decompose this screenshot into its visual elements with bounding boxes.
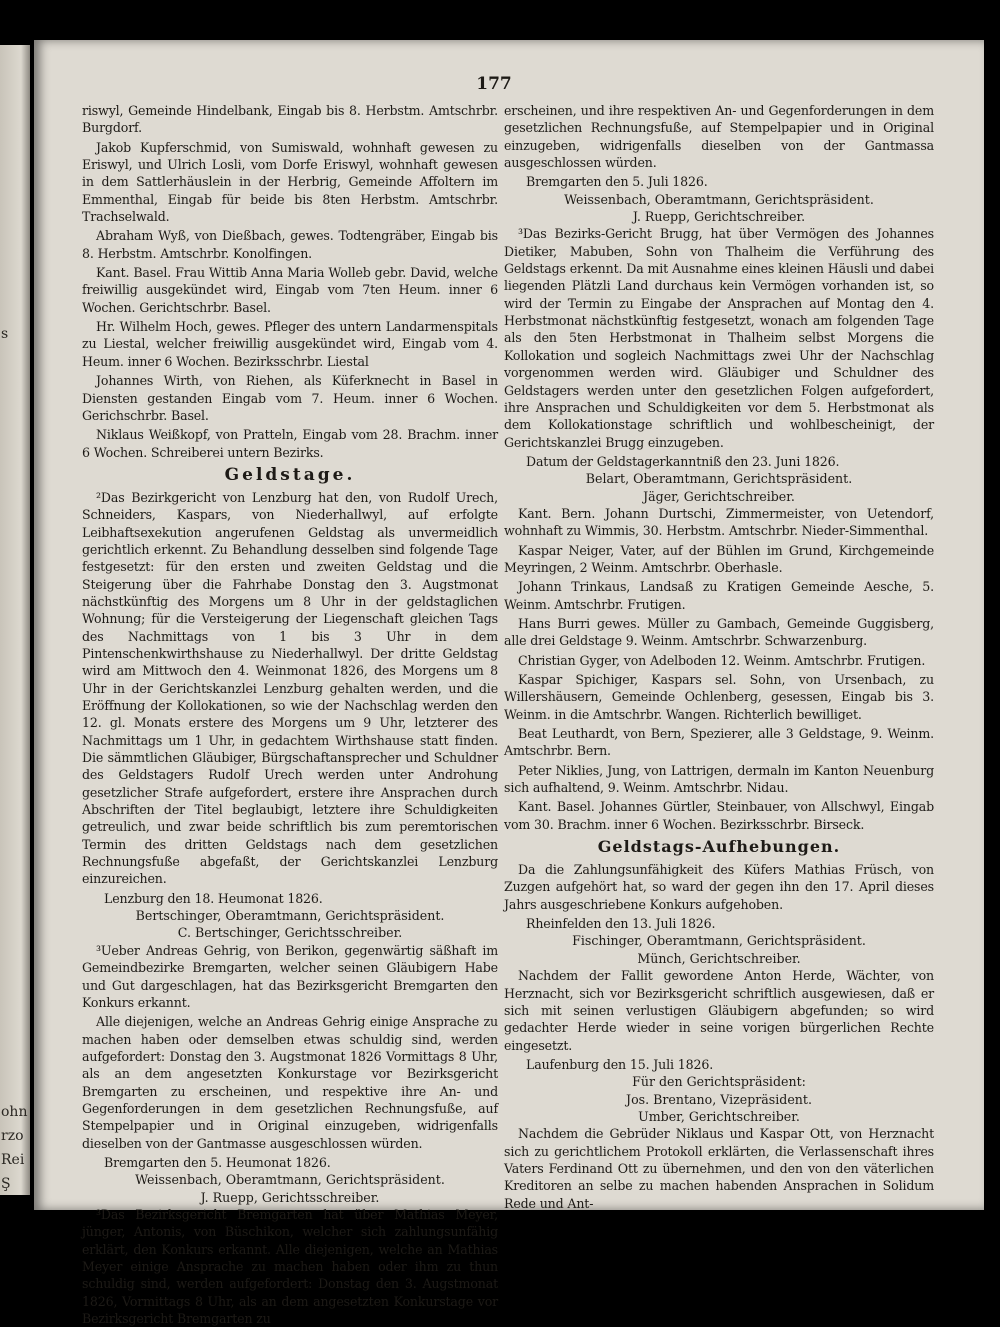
entry-neiger: Kaspar Neiger, Vater, auf der Bühlen im Grund, Kirchgemeinde Meyringen, 2 Weinm. Amtschrbr. Oberhasle. [504, 542, 934, 575]
signature: Münch, Gerichtschreiber. [637, 950, 801, 966]
notice-date: Bremgarten den 5. Heumonat 1826. [104, 1154, 331, 1170]
notice-fruesch: Da die Zahlungsunfähigkeit des Küfers Mathias Früsch, von Zuzgen aufgehört hat, so ward der gegen ihn den 17. April dieses Jahrs ausgeschriebene Konkurs aufgehoben. [504, 862, 934, 912]
entry-durtschi: Kant. Bern. Johann Durtschi, Zimmermeister, von Uetendorf, wohnhaft zu Wimmis, 30. Herbstm. Amtschrbr. Nieder-Simmenthal. [504, 505, 934, 539]
signature: Weissenbach, Oberamtmann, Gerichtspräsident. [135, 1172, 445, 1188]
notice-date: Bremgarten den 5. Juli 1826. [526, 174, 708, 190]
document-page [34, 40, 984, 1327]
signature: Fischinger, Oberamtmann, Gerichtspräsident. [572, 933, 866, 949]
notice-date: Datum der Geldstagerkanntniß den 23. Juni 1826. [526, 453, 840, 469]
left-page-fragment: s [1, 326, 9, 342]
entry-gyger: Christian Gyger, von Adelboden 12. Weinm. Amtschrbr. Frutigen. [518, 652, 926, 668]
entry-hindelbank: riswyl, Gemeinde Hindelbank, Eingab bis 8. Herbstm. Amtschrbr. Burgdorf. [82, 103, 498, 136]
signature: J. Ruepp, Gerichtsschreiber. [200, 1189, 380, 1205]
section-heading-geldstage: Geldstage. [224, 464, 356, 485]
left-column [82, 102, 498, 1327]
notice-dietiker: ³Das Bezirks-Gericht Brugg, hat über Vermögen des Johannes Dietiker, Mabuben, Sohn von Thalheim die Verführung des Geldstags erkennt. Da mit Ausnahme eines kleinen Häusli und dabei liegenden Plätzli Land durchaus kein Vermögen vorhanden ist, so wird der Termin zu Eingabe der Ansprachen auf Montag den 4. Herbstmonat nächstkünftig festgesetzt, wonach am folgenden Tage als den 5ten Herbstmonat in Thalheim selbst Morgens die Kollokation und sogleich Nachmittags zwei Uhr der Nachschlag vorgenommen werden wird. Gläubiger und Schuldner des Geldstagers werden unter den gesetzlichen Folgen aufgefordert, ihre Ansprachen und Schuldigkeiten vor dem 5. Herbstmonat als dem Kollokationstage schriftlich und wohlbescheinigt, der Gerichtskanzlei Brugg einzugeben. [504, 226, 934, 450]
right-column [504, 102, 934, 1211]
notice-herde: Nachdem der Fallit gewordene Anton Herde, Wächter, von Herznacht, sich vor Bezirksgericht schriftlich ausgewiesen, daß er sich mit seinen verlustigen Gläubigern abgefunden; so wird gedachter Herde wieder in seine vorigen bürgerlichen Rechte eingesetzt. [504, 968, 934, 1053]
notice-meyer-continued: erscheinen, und ihre respektiven An- und Gegenforderungen in dem gesetzlichen Rechnungsfuße, auf Stempelpapier und in Original einzugeben, widrigenfalls dieselben von der Gantmassa ausgeschlossen würden. [504, 103, 934, 171]
signature: Für den Gerichtspräsident: [632, 1074, 806, 1090]
entry-spichiger: Kaspar Spichiger, Kaspars sel. Sohn, von Ursenbach, zu Willershäusern, Gemeinde Ochlenberg, gesessen, Eingab bis 3. Weinm. in die Amtschrbr. Wangen. Richterlich bewilliget. [504, 672, 934, 722]
entry-wyss: Abraham Wyß, von Dießbach, gewes. Todtengräber, Eingab bis 8. Herbstm. Amtschrbr. Konolfingen. [82, 228, 498, 261]
signature: J. Ruepp, Gerichtschreiber. [632, 209, 806, 225]
notice-date: Rheinfelden den 13. Juli 1826. [526, 916, 716, 932]
entry-leuthardt: Beat Leuthardt, von Bern, Spezierer, alle 3 Geldstage, 9. Weinm. Amtschrbr. Bern. [504, 726, 934, 759]
entry-wolleb: Kant. Basel. Frau Wittib Anna Maria Wolleb gebr. David, welche freiwillig ausgekündet wird, Eingab vom 7ten Heum. inner 6 Wochen. Gerichtschrbr. Basel. [82, 265, 498, 315]
notice-gehrig-claims: Alle diejenigen, welche an Andreas Gehrig einige Ansprache zu machen haben oder demselben etwas schuldig sind, werden aufgefordert: Donstag den 3. Augstmonat 1826 Vormittags 8 Uhr, als an dem angesetzten Konkurstage vor Bezirksgericht Bremgarten zu erscheinen, und respektive ihre An- und Gegenforderungen in dem gesetzlichen Rechnungsfuße, auf Stempelpapier und in Original einzugeben, widrigenfalls dieselben von der Gantmasse ausgeschlossen würden. [82, 1014, 498, 1151]
left-page-fragment: rzo [1, 1128, 24, 1144]
signature: Jäger, Gerichtschreiber. [643, 488, 795, 504]
signature: Belart, Oberamtmann, Gerichtspräsident. [585, 471, 853, 487]
notice-date: Lenzburg den 18. Heumonat 1826. [104, 890, 323, 906]
entry-trinkaus: Johann Trinkaus, Landsaß zu Kratigen Gemeinde Aesche, 5. Weinm. Amtschrbr. Frutigen. [504, 579, 934, 612]
left-page-fragment: ohn [1, 1104, 28, 1120]
adjacent-left-page-edge [0, 45, 30, 1195]
left-page-fragment: Ş [1, 1176, 11, 1192]
notice-ott: Nachdem die Gebrüder Niklaus und Kaspar Ott, von Herznacht sich zu gerichtlichem Protokoll erklärten, die Verlassenschaft ihres Vaters Ferdinand Ott zu übernehmen, und den von den väterlichen Kreditoren an selbe zu machen habenden Ansprachen in Solidum Rede und Ant- [504, 1126, 934, 1211]
entry-guertler: Kant. Basel. Johannes Gürtler, Steinbauer, von Allschwyl, Eingab vom 30. Brachm. inner 6 Wochen. Bezirksschrbr. Birseck. [504, 799, 934, 832]
entry-niklies: Peter Niklies, Jung, von Lattrigen, dermaln im Kanton Neuenburg sich aufhaltend, 9. Weinm. Amtschrbr. Nidau. [504, 762, 934, 796]
entry-wirth: Johannes Wirth, von Riehen, als Küferknecht in Basel in Diensten gestanden Eingab vom 7. Heum. inner 6 Wochen. Gerichschrbr. Basel. [82, 373, 498, 423]
left-page-fragment: Rei [1, 1152, 25, 1168]
notice-meyer: ³Das Bezirksgericht Bremgarten hat über Mathias Meyer, jünger, Antonis, von Büschikon, welcher sich zahlungsunfähig erklärt, den Konkurs erkannt. Alle diejenigen, welche an Mathias Meyer einige Ansprache zu machen haben oder ihm zu thun schuldig sind, werden aufgefordert: Donstag den 3. Augstmonat 1826, Vormittags 8 Uhr, als an dem angesetzten Konkurstage vor Bezirksgericht Bremgarten zu [82, 1206, 498, 1327]
signature: Weissenbach, Oberamtmann, Gerichtspräsident. [564, 191, 874, 207]
entry-burri: Hans Burri gewes. Müller zu Gambach, Gemeinde Guggisberg, alle drei Geldstage 9. Weinm. Amtschrbr. Schwarzenburg. [504, 615, 934, 649]
signature: C. Bertschinger, Gerichtsschreiber. [177, 925, 403, 941]
entry-hoch: Hr. Wilhelm Hoch, gewes. Pfleger des untern Landarmenspitals zu Liestal, welcher freiwillig ausgekündet wird, Eingab vom 4. Heum. inner 6 Wochen. Bezirksschrbr. Liestal [82, 319, 498, 369]
notice-gehrig: ³Ueber Andreas Gehrig, von Berikon, gegenwärtig säßhaft im Gemeindbezirke Bremgarten, welcher seinen Gläubigern Habe und Gut dargeschlagen, hat das Bezirksgericht Bremgarten den Konkurs erkannt. [82, 942, 498, 1010]
entry-weisskopf: Niklaus Weißkopf, von Pratteln, Eingab vom 28. Brachm. inner 6 Wochen. Schreiberei untern Bezirks. [82, 427, 498, 460]
signature: Umber, Gerichtschreiber. [638, 1108, 800, 1124]
section-heading-aufhebungen: Geldstags-Aufhebungen. [597, 837, 841, 857]
signature: Bertschinger, Oberamtmann, Gerichtspräsident. [135, 908, 445, 924]
notice-date: Laufenburg den 15. Juli 1826. [526, 1056, 714, 1072]
signature: Jos. Brentano, Vizepräsident. [626, 1091, 812, 1107]
entry-kupferschmid: Jakob Kupferschmid, von Sumiswald, wohnhaft gewesen zu Eriswyl, und Ulrich Losli, vom Dorfe Eriswyl, wohnhaft gewesen in dem Sattlerhäuslein in der Herbrig, Gemeinde Affoltern im Emmenthal, Eingab für beide bis 8ten Herbstm. Amtschrbr. Trachselwald. [82, 139, 498, 225]
page-number: 177 [476, 74, 512, 94]
notice-lenzburg: ²Das Bezirkgericht von Lenzburg hat den, von Rudolf Urech, Schneiders, Kaspars, von Niederhallwyl, auf erfolgte Leibhaftsexekution angerufenen Geldstag als unvermeidlich gerichtlich erkennt. Zu Behandlung desselben sind folgende Tage festgesetzt: für den ersten und zweiten Geldstag und die Steigerung über die Fahrhabe Donstag den 3. Augstmonat nächstkünftig des Morgens um 8 Uhr in der geldstaglichen Wohnung; für die Versteigerung der Liegenschaft gleichen Tags des Nachmittags von 1 bis 3 Uhr in dem Pintenschenkwirthshause zu Niederhallwyl. Der dritte Geldstag wird am Mittwoch den 4. Weinmonat 1826, des Morgens um 8 Uhr in der Gerichtskanzlei Lenzburg gehalten werden, und die Eröffnung der Kollokationen, so wie der Nachschlag werden den 12. gl. Monats erstere des Morgens um 9 Uhr, letzterer des Nachmittags um 1 Uhr, in gedachtem Wirthshause statt finden. Die sämmtlichen Gläubiger, Bürgschaftansprecher und Schuldner des Geldstagers Rudolf Urech werden unter Androhung gesetzlicher Strafe aufgefordert, erstere ihre Ansprachen durch Abschriften der Titel beglaubigt, letztere ihre Schuldigkeiten getreulich, und zwar beide schriftlich bis zum peremtorischen Termin des dritten Geldstags nach dem gesetzlichen Rechnungsfuße abgefaßt, der Gerichtskanzlei Lenzburg einzureichen. [82, 489, 498, 887]
